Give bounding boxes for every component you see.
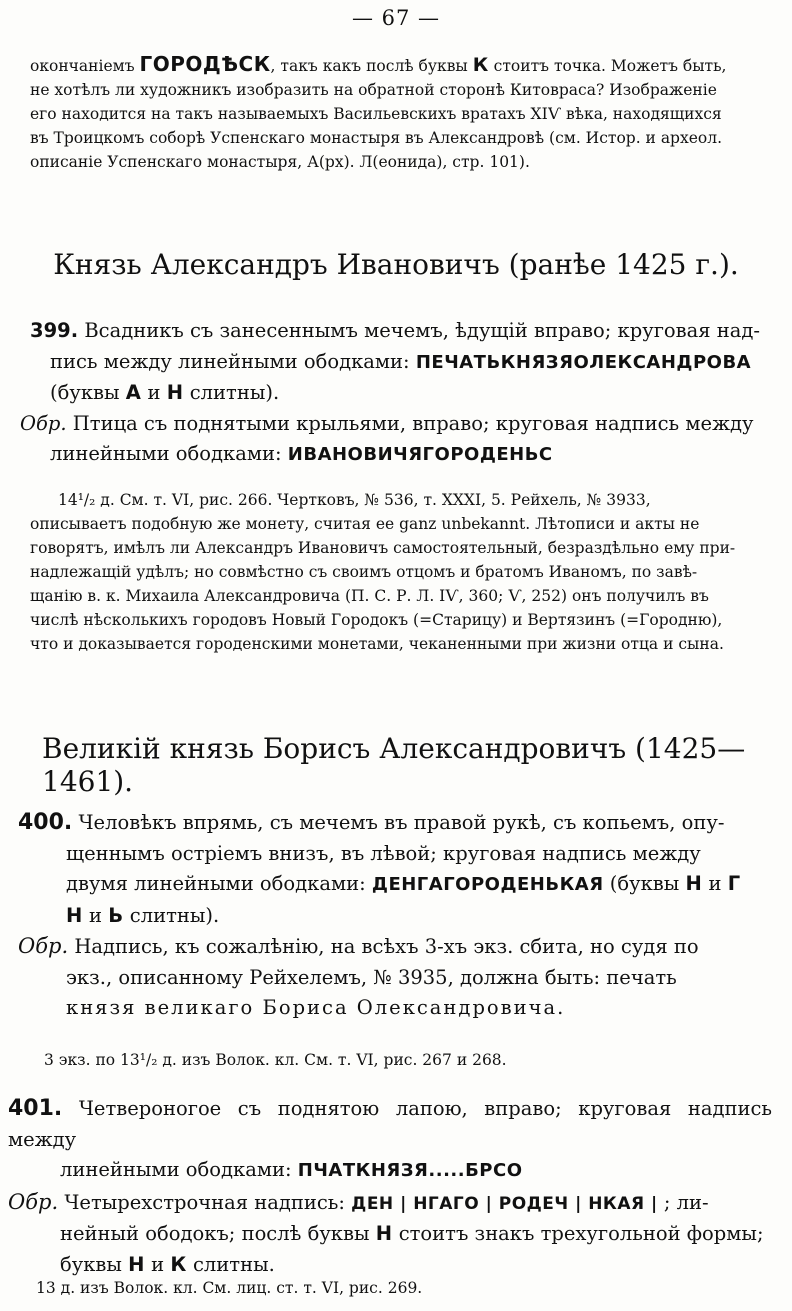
note-400: 3 экз. по 13¹/₂ д. изъ Волок. кл. См. т. VI, рис. 267 и 268. bbox=[44, 1051, 507, 1069]
entry-number: 399. bbox=[30, 319, 79, 342]
entry-number: 400. bbox=[18, 810, 73, 835]
intro-line: въ Троицкомъ соборѣ Успенскаго монастыря въ Александровѣ (см. Истор. и археол. bbox=[30, 129, 722, 147]
coin-legend: ДЕН | НГАГО | РОДЕЧ | НКАЯ | bbox=[351, 1193, 658, 1214]
obverse-label: Обр. bbox=[8, 1189, 59, 1214]
page-number: — 67 — bbox=[351, 6, 441, 30]
intro-line: описаніе Успенскаго монастыря, А(рх). Л(еонида), стр. 101). bbox=[30, 153, 530, 171]
coin-legend: ПЕЧАТЬКНЯЗЯОЛЕКСАНДРОВА bbox=[415, 351, 752, 373]
coin-legend: ДЕНГАГОРОДЕНЬКАЯ bbox=[371, 874, 604, 895]
obverse-label: Обр. bbox=[20, 411, 67, 435]
catalog-entry-399: 399. Всадникъ съ занесеннымъ мечемъ, ѣдущій вправо; круговая над- пись между линейными ободками: ПЕЧАТЬКНЯЗЯОЛЕКСАНДРОВА (буквы А и Н слитны). Обр. Птица съ поднятыми крыльями, вправо; круговая надпись между линейными ободками: ИВАНОВИЧЯГОРОДЕНЬС bbox=[20, 319, 760, 465]
intro-line: не хотѣлъ ли художникъ изобразить на обратной сторонѣ Китовраса? Изображеніе bbox=[30, 81, 717, 99]
coin-legend: ПЧАТКНЯЗЯ.....БРСО bbox=[297, 1160, 523, 1181]
coin-legend: ИВАНОВИЧЯГОРОДЕНЬС bbox=[287, 444, 553, 465]
intro-paragraph bbox=[30, 52, 772, 174]
entry-number: 401. bbox=[8, 1096, 63, 1121]
note-401: 13 д. изъ Волок. кл. См. лиц. ст. т. VI, рис. 269. bbox=[36, 1279, 423, 1297]
section-heading: Князь Александръ Ивановичъ (ранѣе 1425 г.). bbox=[53, 248, 739, 281]
section-heading: Великій князь Борисъ Александровичъ (1425—1461). bbox=[42, 732, 746, 798]
obverse-label: Обр. bbox=[18, 934, 69, 958]
note-399: 14¹/₂ д. См. т. VI, рис. 266. Чертковъ, № 536, т. XXXI, 5. Рейхель, № 3933, описываетъ подобную же монету, считая ее ganz unbekannt. Лѣтописи и акты не говорятъ, имѣлъ ли Александръ Ивановичъ самостоятельный, безраздѣльно ему при- надлежащій удѣлъ; но совмѣстно съ своимъ отцомъ и братомъ Иваномъ, по завѣ- щанію в. к. Михаила Александровича (П. С. Р. Л. IѴ, 360; Ѵ, 252) онъ получилъ въ числѣ нѣсколькихъ городовъ Новый Городокъ (=Старицу) и Вертязинъ (=Городню), что и доказывается городенскими монетами, чеканенными при жизни отца и сына. bbox=[30, 491, 736, 653]
catalog-entry-401: 401. Четвероногое съ поднятою лапою, вправо; круговая надпись между линейными ободками: ПЧАТКНЯЗЯ.....БРСО Обр. Четырехстрочная надпись: ДЕН | НГАГО | РОДЕЧ | НКАЯ | ; ли- нейный ободокъ; послѣ буквы Н стоитъ знакъ трехугольной формы; буквы Н и К слитны. bbox=[8, 1096, 772, 1276]
intro-line: его находится на такъ называемыхъ Васильевскихъ вратахъ XIѴ вѣка, находящихся bbox=[30, 105, 722, 123]
intro-line: окончаніемъ ГОРОДѢСК, такъ какъ послѣ буквы К стоитъ точка. Можетъ быть, bbox=[30, 52, 727, 76]
catalog-entry-400: 400. Человѣкъ впрямь, съ мечемъ въ правой рукѣ, съ копьемъ, опу- щеннымъ остріемъ внизъ, въ лѣвой; круговая надпись между двумя линейными ободками: ДЕНГАГОРОДЕНЬКАЯ (буквы Н и Г Н и Ь слитны). Обр. Надпись, къ сожалѣнію, на всѣхъ 3-хъ экз. сбита, но судя по экз., описанному Рейхелемъ, № 3935, должна быть: печать князя великаго Бориса Олександровича. bbox=[18, 810, 741, 1019]
